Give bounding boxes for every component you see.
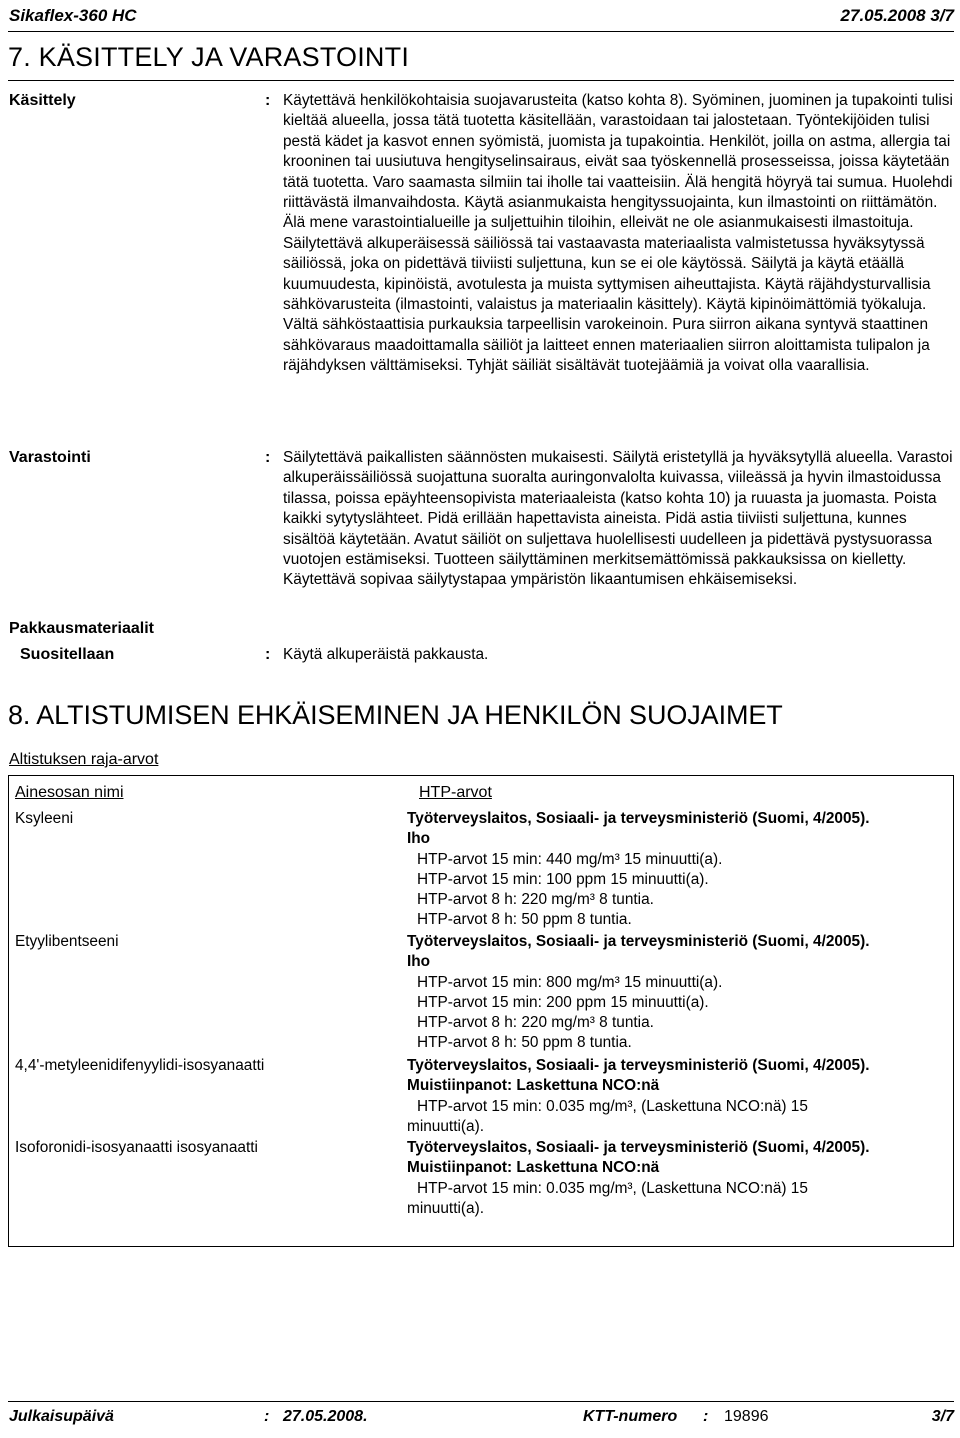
colon-suositellaan: :: [265, 646, 271, 663]
limit-value: HTP-arvot 15 min: 200 ppm 15 minuutti(a).: [417, 994, 709, 1011]
limit-value: HTP-arvot 8 h: 220 mg/m³ 8 tuntia.: [417, 891, 654, 908]
text-varastointi: Säilytettävä paikallisten säännösten mukaisesti. Säilytä eristetyllä ja hyväksytyllä alueella. Varastoi alkuperäissäiliössä suojattuna suoralta auringonvalolta kuivassa, viileässä ja hyvin ilmastoidussa tilassa, poissa epäyhteensopivista materiaaleista (katso kohta 10) ja ruuasta ja juomasta. Poista kaikki sytytyslähteet. Pidä erillään hapettavista aineista. Pidä astia tiiviisti suljettuna, kunnes sisältöä käytetään. Avatut säiliöt on suljettava huolellisesti uudelleen ja pidettävä pystysuorassa vuotojen estämiseksi. Tuotteen säilyttäminen merkitsemättömissä pakkauksissa on kielletty. Käytettävä sopivaa säilytystapaa ympäristön likaantumisen ehkäisemiseksi.: [283, 449, 953, 589]
footer-ktt-label: KTT-numero: [583, 1408, 678, 1425]
limit-value: minuutti(a).: [407, 1118, 484, 1135]
limit-note: Iho: [407, 830, 431, 847]
document-product-name: Sikaflex-360 HC: [9, 6, 137, 25]
label-varastointi: Varastointi: [9, 449, 91, 466]
limit-value: HTP-arvot 15 min: 0.035 mg/m³, (Laskettuna NCO:nä) 15: [417, 1098, 808, 1115]
limit-source: Työterveyslaitos, Sosiaali- ja terveysministeriö (Suomi, 4/2005).: [407, 1057, 870, 1074]
limit-value: HTP-arvot 8 h: 220 mg/m³ 8 tuntia.: [417, 1014, 654, 1031]
limit-value: HTP-arvot 8 h: 50 ppm 8 tuntia.: [417, 1034, 632, 1051]
colon-kasittely: :: [265, 92, 271, 109]
label-kasittely: Käsittely: [9, 92, 76, 109]
limit-value: HTP-arvot 8 h: 50 ppm 8 tuntia.: [417, 911, 632, 928]
column-header-ingredient: Ainesosan nimi: [15, 784, 124, 801]
section-7-rule: [8, 80, 954, 81]
footer-ktt-number: 19896: [724, 1408, 769, 1425]
limit-source: Työterveyslaitos, Sosiaali- ja terveysministeriö (Suomi, 4/2005).: [407, 810, 870, 827]
footer-colon: :: [703, 1408, 709, 1425]
footer-colon: :: [264, 1408, 270, 1425]
footer-date: 27.05.2008.: [283, 1408, 368, 1425]
ingredient-name: Isoforonidi-isosyanaatti isosyanaatti: [15, 1139, 258, 1156]
ingredient-name: Etyylibentseeni: [15, 933, 119, 950]
section-7-title: 7. KÄSITTELY JA VARASTOINTI: [8, 42, 410, 72]
text-suositellaan: Käytä alkuperäistä pakkausta.: [283, 646, 489, 663]
limit-value: HTP-arvot 15 min: 100 ppm 15 minuutti(a).: [417, 871, 709, 888]
label-suositellaan: Suositellaan: [20, 646, 115, 663]
limit-value: HTP-arvot 15 min: 440 mg/m³ 15 minuutti(a).: [417, 851, 723, 868]
exposure-limits-subtitle: Altistuksen raja-arvot: [9, 751, 159, 768]
ingredient-name: Ksyleeni: [15, 810, 74, 827]
column-header-htp: HTP-arvot: [419, 784, 492, 801]
limit-value: minuutti(a).: [407, 1200, 484, 1217]
text-kasittely: Käytettävä henkilökohtaisia suojavarusteita (katso kohta 8). Syöminen, juominen ja tupakointi tulisi kieltää alueella, jossa tätä tuotetta käsitellään, varastoidaan tai jalostetaan. Työntekijöiden tulisi pestä kädet ja kasvot ennen syömistä, juomista ja tupakointia. Henkilöt, joilla on astma, allergia tai krooninen tai uusiutuva hengityselinsairaus, eivät saa työskennellä prosesseissa, joissa käytetään tätä tuotetta. Varo saamasta silmiin tai iholle tai vaatteisiin. Älä hengitä höyryä tai sumua. Huolehdi riittävästä ilmanvaihdosta. Käytä asianmukaista hengityssuojainta, kun ilmastointi on riittämätön. Älä mene varastointialueille ja suljettuihin tiloihin, elleivät ne ole asianmukaisesti ilmastoituja. Säilytettävä alkuperäisessä säiliössä tai vastaavasta materiaalista valmistetussa hyväksytyssä säiliössä, joka on pidettävä tiiviisti suljettuna, kun se ei ole käytössä. Säilytä ja käytä etäällä kuumuudesta, kipinöistä, avotulesta ja muista syttymisen aiheuttajista. Käytä räjähdysturvallisia sähkövarusteita (ilmastointi, valaistus ja materiaalin käsittely). Käytä kipinöimättömiä työkaluja. Vältä sähköstaattisia purkauksia tarpeellisin varokeinoin. Pura siirron aikana syntyvä staattinen sähkövaraus maadoittamalla säiliöt ja laitteet ennen materiaalien siirron aloittamista tulipalon ja räjähdyksen välttämiseksi. Tyhjät säiliät sisältävät tuotejäämiä ja voivat olla vaarallisia.: [283, 92, 953, 375]
limit-note: Muistiinpanot: Laskettuna NCO:nä: [407, 1077, 660, 1094]
header-rule: [8, 31, 954, 32]
limit-value: HTP-arvot 15 min: 800 mg/m³ 15 minuutti(a).: [417, 974, 723, 991]
label-pakkausmateriaalit: Pakkausmateriaalit: [9, 620, 154, 637]
limit-source: Työterveyslaitos, Sosiaali- ja terveysministeriö (Suomi, 4/2005).: [407, 933, 870, 950]
footer-page-number: 3/7: [931, 1408, 954, 1425]
section-8-title: 8. ALTISTUMISEN EHKÄISEMINEN JA HENKILÖN SUOJAIMET: [8, 700, 783, 730]
ingredient-name: 4,4'-metyleenidifenyylidi-isosyanaatti: [15, 1057, 265, 1074]
limit-note: Muistiinpanot: Laskettuna NCO:nä: [407, 1159, 660, 1176]
colon-varastointi: :: [265, 449, 271, 466]
footer-date-label: Julkaisupäivä: [9, 1408, 114, 1425]
limit-source: Työterveyslaitos, Sosiaali- ja terveysministeriö (Suomi, 4/2005).: [407, 1139, 870, 1156]
limit-note: Iho: [407, 953, 431, 970]
limit-value: HTP-arvot 15 min: 0.035 mg/m³, (Laskettuna NCO:nä) 15: [417, 1180, 808, 1197]
document-date-page: 27.05.2008 3/7: [840, 6, 954, 25]
footer-rule: [8, 1401, 954, 1402]
exposure-limits-table: [8, 775, 954, 1247]
